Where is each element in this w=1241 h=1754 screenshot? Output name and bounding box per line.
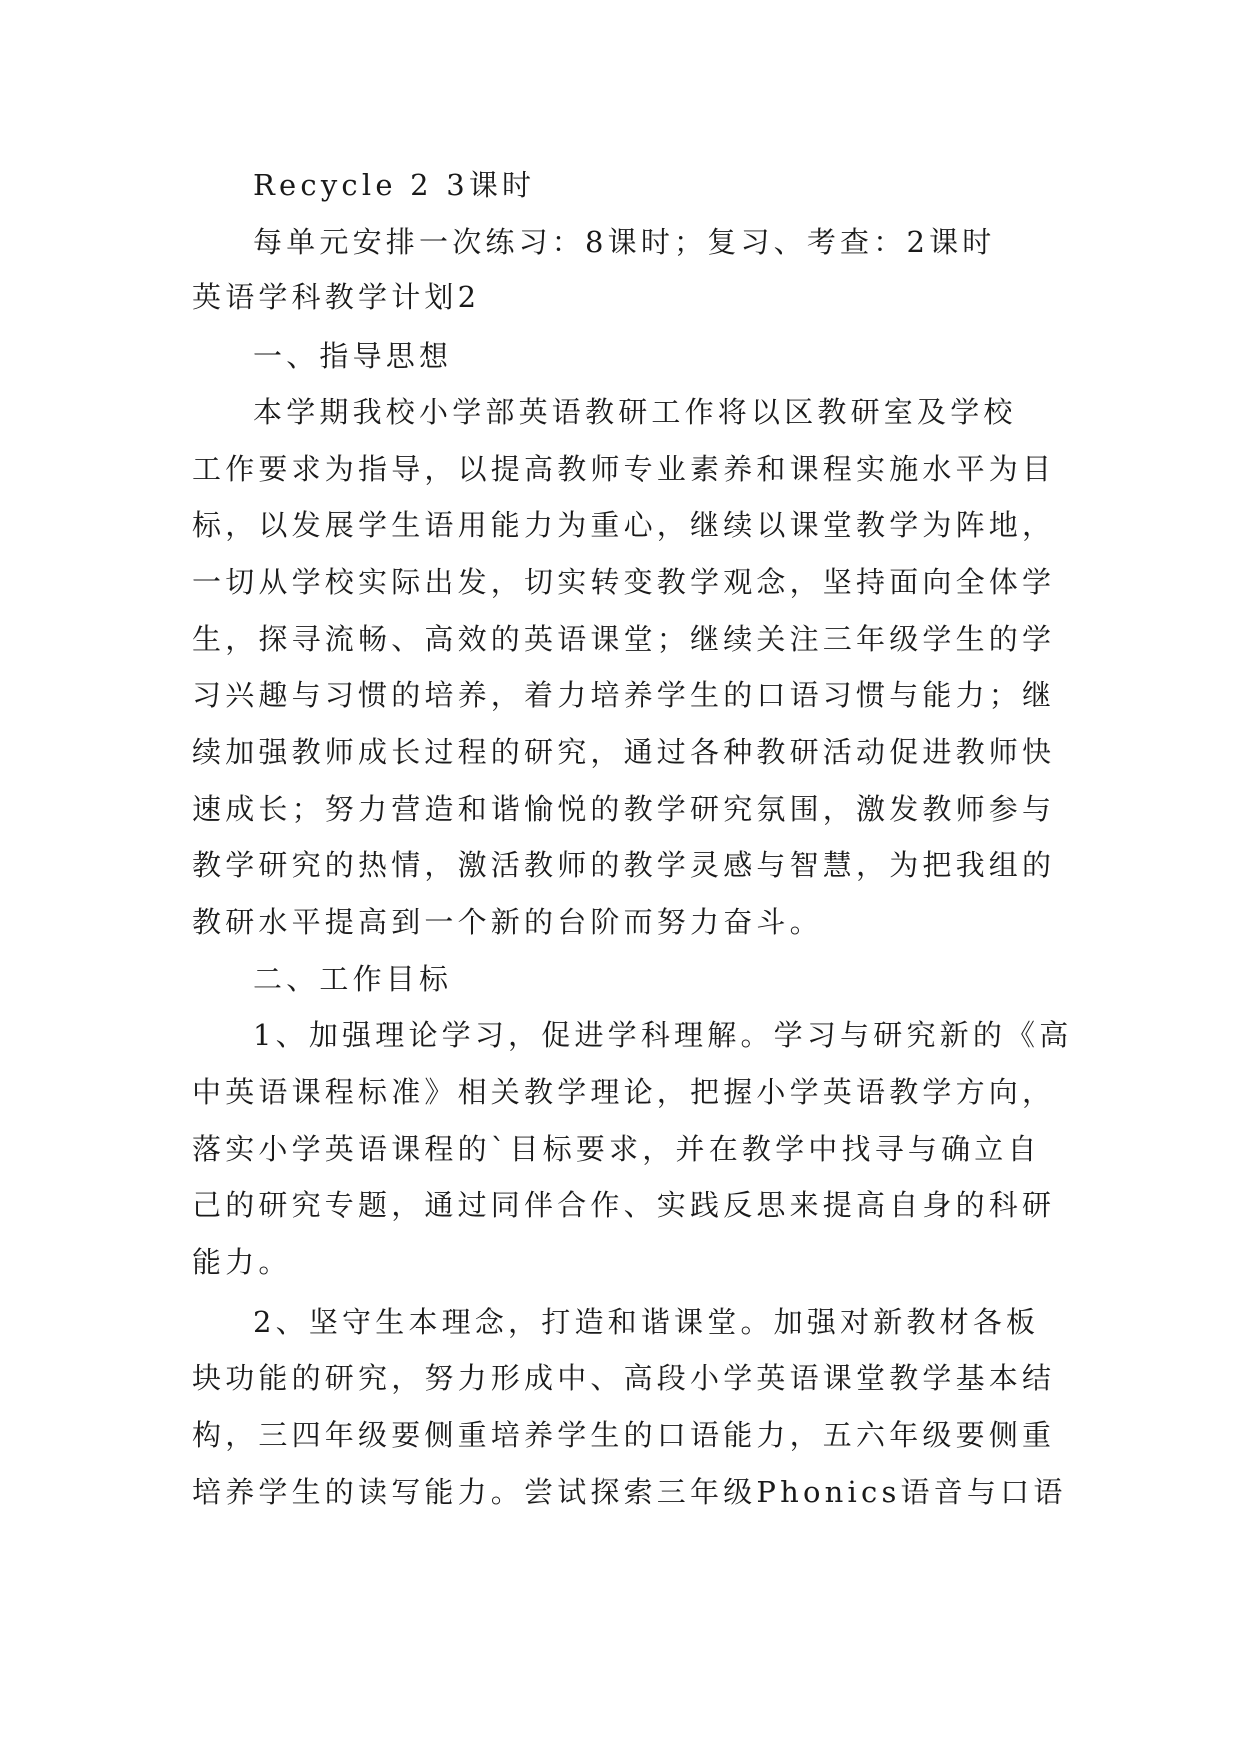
paragraph-line: 标，以发展学生语用能力为重心，继续以课堂教学为阵地， (192, 508, 1056, 542)
paragraph-line: 1、加强理论学习，促进学科理解。学习与研究新的《高 (253, 1018, 1073, 1052)
paragraph-line: 培养学生的读写能力。尝试探索三年级Phonics语音与口语 (192, 1475, 1067, 1509)
text-line-practice: 每单元安排一次练习：8课时；复习、考查：2课时 (253, 225, 996, 259)
paragraph-line: 生，探寻流畅、高效的英语课堂；继续关注三年级学生的学 (192, 622, 1056, 656)
paragraph-line: 中英语课程标准》相关教学理论，把握小学英语教学方向， (192, 1075, 1056, 1109)
paragraph-line: 习兴趣与习惯的培养，着力培养学生的口语习惯与能力；继 (192, 678, 1056, 712)
doc-title: 英语学科教学计划2 (192, 280, 481, 314)
paragraph-line: 教学研究的热情，激活教师的教学灵感与智慧，为把我组的 (192, 848, 1056, 882)
paragraph-line: 速成长；努力营造和谐愉悦的教学研究氛围，激发教师参与 (192, 792, 1056, 826)
paragraph-line: 块功能的研究，努力形成中、高段小学英语课堂教学基本结 (192, 1361, 1056, 1395)
paragraph-line: 2、坚守生本理念，打造和谐课堂。加强对新教材各板 (253, 1305, 1040, 1339)
paragraph-line: 一切从学校实际出发，切实转变教学观念，坚持面向全体学 (192, 565, 1056, 599)
paragraph-line: 构，三四年级要侧重培养学生的口语能力，五六年级要侧重 (192, 1418, 1056, 1452)
paragraph-line: 己的研究专题，通过同伴合作、实践反思来提高自身的科研 (192, 1188, 1056, 1222)
paragraph-line: 工作要求为指导，以提高教师专业素养和课程实施水平为目 (192, 452, 1056, 486)
paragraph-line: 落实小学英语课程的`目标要求，并在教学中找寻与确立自 (192, 1132, 1041, 1166)
paragraph-line: 教研水平提高到一个新的台阶而努力奋斗。 (192, 905, 823, 939)
paragraph-line: 本学期我校小学部英语教研工作将以区教研室及学校 (253, 395, 1017, 429)
text-line-recycle: Recycle 2 3课时 (253, 168, 536, 202)
section-heading-2: 二、工作目标 (253, 962, 453, 996)
paragraph-line: 续加强教师成长过程的研究，通过各种教研活动促进教师快 (192, 735, 1056, 769)
paragraph-line: 能力。 (192, 1245, 292, 1279)
section-heading-1: 一、指导思想 (253, 339, 453, 373)
